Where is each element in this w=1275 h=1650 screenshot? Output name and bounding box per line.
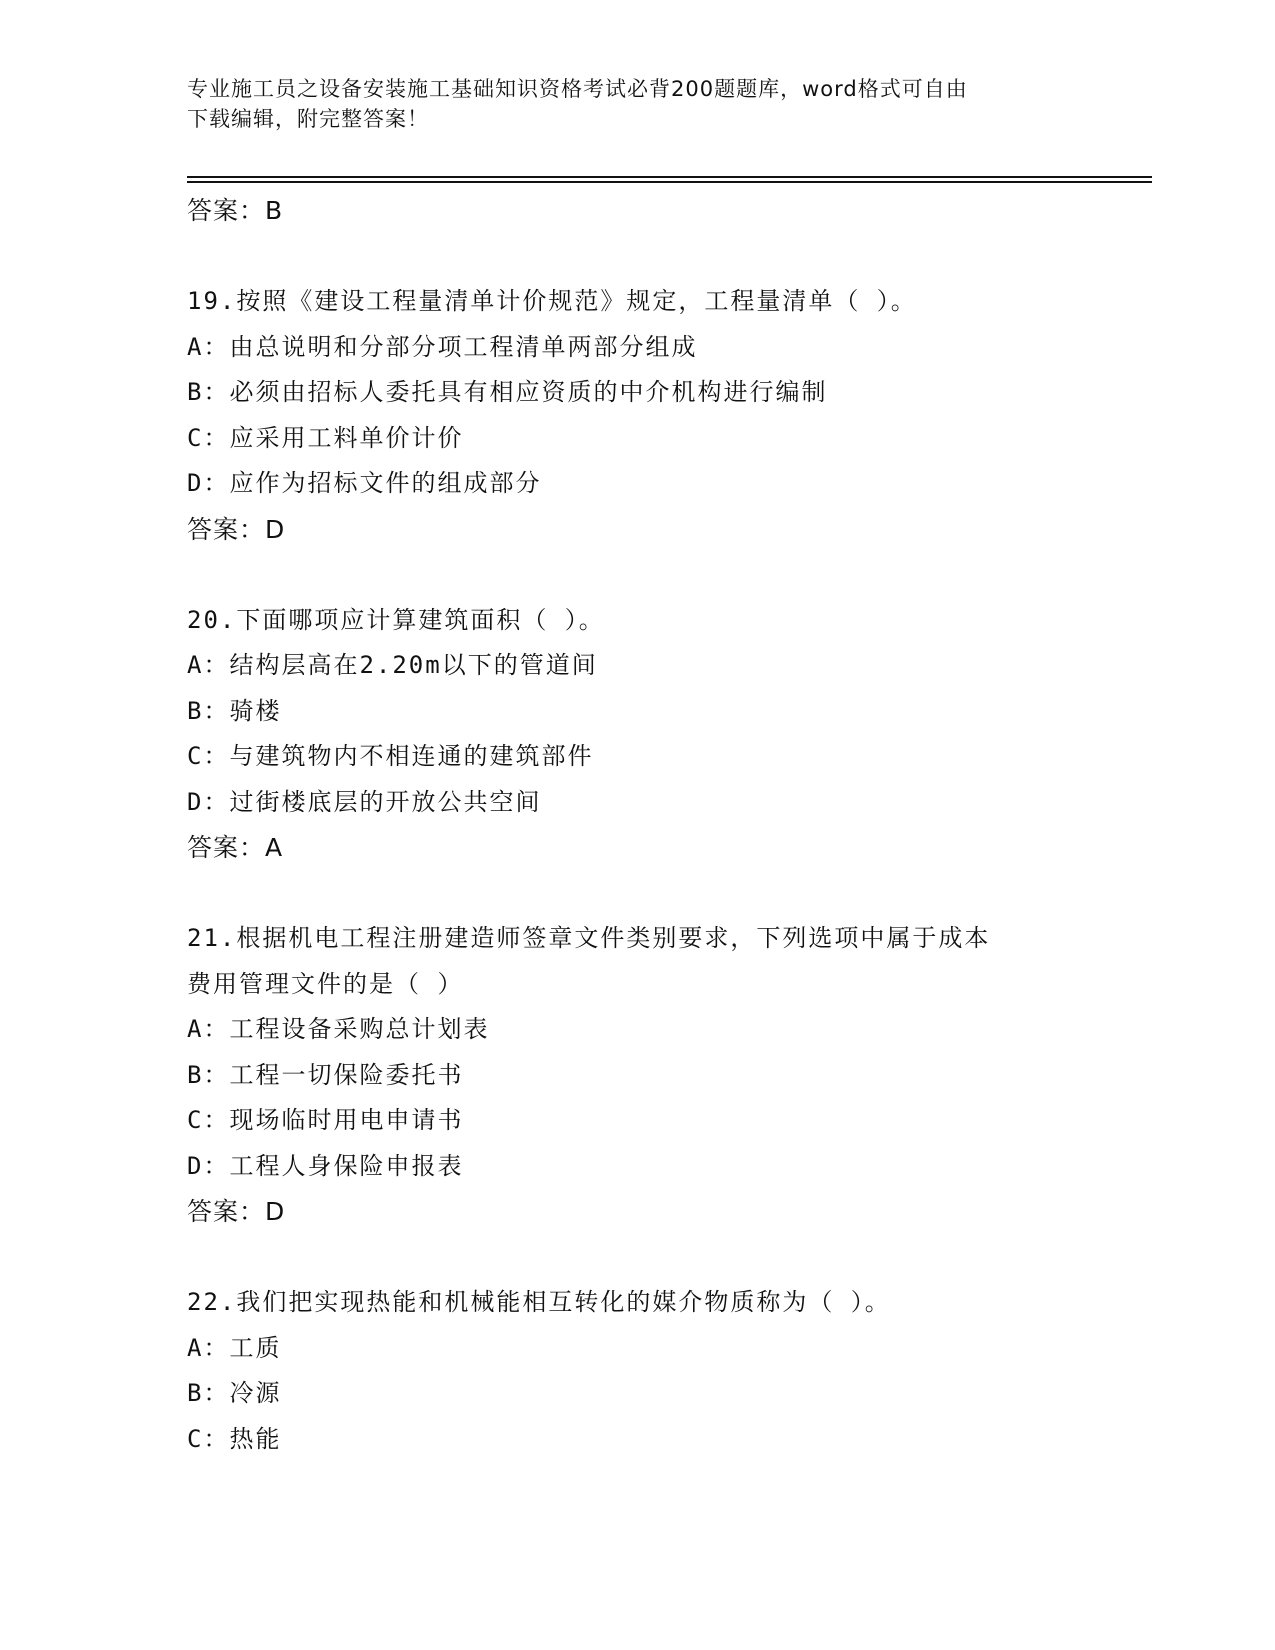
option-a: A：工程设备采购总计划表 bbox=[187, 1015, 490, 1043]
question-block bbox=[187, 916, 1087, 1235]
option-c: C：热能 bbox=[187, 1424, 282, 1453]
header-divider-bottom bbox=[187, 181, 1152, 183]
spacer bbox=[187, 1235, 1087, 1281]
answer: 答案：D bbox=[187, 514, 286, 544]
option-d: D：过街楼底层的开放公共空间 bbox=[187, 787, 542, 816]
option-c: C：应采用工料单价计价 bbox=[187, 423, 464, 452]
option-b: B：冷源 bbox=[187, 1379, 282, 1407]
document-header bbox=[187, 74, 1087, 134]
questions-content bbox=[187, 188, 1087, 1462]
question-block bbox=[187, 279, 1087, 552]
header-line-1: 专业施工员之设备安装施工基础知识资格考试必背200题题库，word格式可自由 bbox=[187, 77, 968, 101]
option-c: C：与建筑物内不相连通的建筑部件 bbox=[187, 742, 594, 770]
question-stem-line-1: 21.根据机电工程注册建造师签章文件类别要求，下列选项中属于成本 bbox=[187, 924, 991, 952]
option-a: A：工质 bbox=[187, 1333, 282, 1362]
option-d: D：应作为招标文件的组成部分 bbox=[187, 469, 542, 497]
option-b: B：骑楼 bbox=[187, 696, 282, 725]
question-stem: 22.我们把实现热能和机械能相互转化的媒介物质称为（ ）。 bbox=[187, 1288, 891, 1316]
spacer bbox=[187, 234, 1087, 280]
answer: 答案：D bbox=[187, 1197, 286, 1226]
option-a: A：结构层高在2.20m以下的管道间 bbox=[187, 651, 598, 679]
question-stem-line-2: 费用管理文件的是（ ） bbox=[187, 969, 464, 998]
option-a: A：由总说明和分部分项工程清单两部分组成 bbox=[187, 332, 698, 361]
answer: 答案：A bbox=[187, 833, 284, 862]
previous-answer: 答案：B bbox=[187, 196, 284, 225]
question-block bbox=[187, 1280, 1087, 1462]
header-line-2: 下载编辑，附完整答案！ bbox=[187, 107, 429, 131]
question-stem: 19.按照《建设工程量清单计价规范》规定，工程量清单（ ）。 bbox=[187, 287, 917, 315]
header-divider-top bbox=[187, 176, 1152, 178]
question-block bbox=[187, 598, 1087, 871]
question-stem: 20.下面哪项应计算建筑面积（ ）。 bbox=[187, 605, 605, 634]
option-c: C：现场临时用电申请书 bbox=[187, 1106, 464, 1134]
option-b: B：工程一切保险委托书 bbox=[187, 1060, 464, 1089]
option-b: B：必须由招标人委托具有相应资质的中介机构进行编制 bbox=[187, 378, 828, 406]
option-d: D：工程人身保险申报表 bbox=[187, 1151, 464, 1180]
spacer bbox=[187, 871, 1087, 917]
spacer bbox=[187, 552, 1087, 598]
